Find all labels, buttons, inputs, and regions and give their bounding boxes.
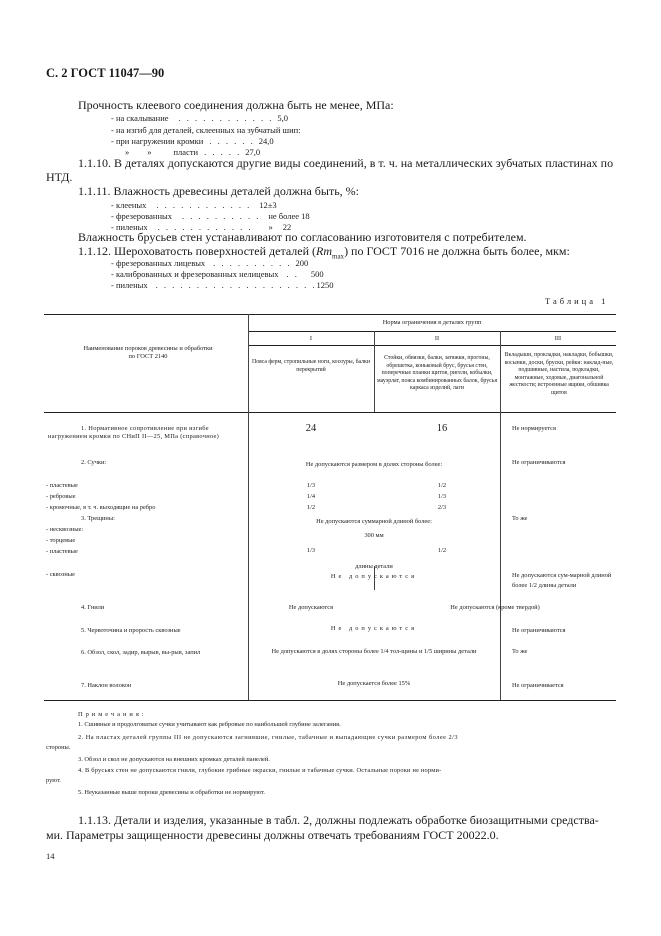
row-3b-name: - торцевые: [46, 537, 76, 544]
table-bottom-border: [44, 700, 616, 701]
row-2-span: Не допускаются размером в долях стороны более:: [305, 461, 443, 468]
row-6-group-iii: То же: [512, 648, 528, 655]
para-beams-moisture: Влажность брусьев стен устанавливают по согласованию изготовителя с потребителем.: [78, 230, 527, 244]
table-header-divider: [248, 331, 616, 332]
row-5-name: 5. Червоточина и прорость сквозные: [81, 627, 181, 634]
note-2-line2: стороны.: [46, 744, 71, 751]
row-5-group-iii: Не ограничиваются: [512, 627, 566, 634]
row-3c-group-i: 1/3: [306, 547, 316, 554]
group-desc-iii: Вкладыши, прокладки, накладки, бобышки, косынки, доски, бруски, рейки: наклад-ные, подшивные, настила, подкладки, монтажные, ходовые, диагональной жесткости; встроенные ящики, обшивка щитов: [504, 352, 614, 396]
roughness-item-3: - пиленых . . . . . . . . . . . . . . . . . . . .1250: [111, 280, 334, 290]
note-2-line1: 2. На пластах деталей группы III не допускаются загнившие, гнилые, табачные и выпадающие сучки размером более 2/3: [78, 734, 458, 741]
moisture-item-3: - пиленых . . . . . . . . . . . . » 22: [111, 222, 292, 232]
row-2a-name: - пластевые: [46, 482, 78, 489]
notes-title: Примечания:: [78, 711, 147, 718]
page-number: 14: [46, 851, 55, 861]
row-2b-name: - ребровые: [46, 493, 76, 500]
row-6-span: Не допускаются в долях стороны более 1/4 тол-щины и 1/5 ширины детали: [271, 648, 477, 655]
row-6-name: 6. Обзол, скол, задир, вырыв, вы-рыв, запил: [81, 649, 201, 656]
row-3a-name: - несквозные:: [46, 526, 84, 533]
row-3d-span: Не допускаются: [330, 573, 418, 580]
row-2-name: 2. Сучки:: [81, 459, 107, 466]
row-7-span: Не допускается более 15%: [337, 680, 411, 687]
row-2b-group-i: 1/4: [306, 493, 316, 500]
col-header-defects: Наименование пороков древесины и обработки по ГОСТ 2140: [83, 345, 213, 361]
table-top-border: [44, 314, 616, 315]
roughness-item-1: - фрезерованных лицевых . . . . . . . . . . 200: [111, 258, 309, 268]
row-2a-group-i: 1/3: [306, 482, 316, 489]
table-caption: Таблица 1: [545, 296, 609, 306]
row-1-group-i: 24: [305, 423, 317, 434]
row-2a-group-ii: 1/2: [437, 482, 447, 489]
strength-item-3: - при нагружении кромки . . . . . . 24,0: [111, 136, 274, 146]
note-3: 3. Обзол и скол не допускаются на внешних кромках деталей панелей.: [78, 756, 270, 763]
row-3-span: Не допускаются суммарной длиной более:: [316, 518, 432, 525]
row-4-name: 4. Гнили: [81, 604, 105, 611]
row-2b-group-ii: 1/3: [437, 493, 447, 500]
row-3b-span: 300 мм: [364, 532, 384, 539]
row-2c-group-ii: 2/3: [437, 504, 447, 511]
row-7-group-iii: Не ограничивается: [512, 682, 564, 689]
row-2c-name: - кромочные, в т. ч. выходящие на ребро: [46, 504, 156, 511]
row-1-group-ii: 16: [436, 423, 448, 434]
group-header-iii: III: [554, 335, 562, 342]
strength-title: Прочность клеевого соединения должна быть не менее, МПа:: [78, 98, 394, 112]
group-desc-ii: Стойки, обвязки, балки, затяжки, прогоны, обрешетка, коньковый брус, брусья стен, поперечные планки щитов, ригели, кобылки, мауэрлат, пояса комбинированных балок, брусья каркаса изделий, лаги: [377, 355, 497, 392]
row-3d-group-iii: Не допускаются сум-марной длиной более 1/2 длины детали: [512, 572, 612, 589]
table-col-divider-2: [500, 331, 501, 700]
strength-item-2: - на изгиб для деталей, склеенных на зубчатый шип:: [111, 125, 301, 135]
moisture-item-2: - фрезерованных . . . . . . . . . . не более 18: [111, 211, 310, 221]
para-1-1-11-title: 1.1.11. Влажность древесины деталей должна быть, %:: [78, 184, 359, 198]
strength-item-4: » » пласти . . . . . 27,0: [125, 147, 261, 157]
row-4-span: Не допускаются (кроме твердой): [450, 604, 540, 611]
group-desc-i: Пояса ферм, стропильные ноги, косоуры, балки перекрытий: [252, 359, 370, 373]
row-5-span: Не допускаются: [330, 625, 418, 632]
note-1: 1. Сшивные и продолговатые сучки учитывают как ребровые по наибольшей глубине залегания.: [78, 721, 341, 728]
row-4-group-i: Не допускаются: [288, 604, 334, 611]
roughness-item-2: - калиброванных и фрезерованных нелицевых . . 500: [111, 269, 324, 279]
row-7-name: 7. Наклон волокон: [81, 682, 132, 689]
group-header-i: I: [309, 335, 313, 342]
row-1-name: 1. Нормативное сопротивление при изгибе нагружением кромки по СНиП II—25, МПа (справочное): [48, 425, 220, 441]
note-4-line1: 4. В брусьях стен не допускаются гнили, глубокие грибные окраски, гнилые и табачные сучки. Остальные пороки не норми-: [78, 767, 442, 774]
para-1-1-10-line2: НТД.: [46, 170, 73, 184]
table-group-divider: [248, 345, 616, 346]
moisture-item-1: - клееных . . . . . . . . . . . . 12±3: [111, 200, 277, 210]
note-4-line2: руют.: [46, 777, 61, 784]
col-header-norm: Норма ограничения в деталях групп: [382, 319, 482, 326]
para-1-1-13-line2: ми. Параметры защищенности древесины должны отвечать требованиям ГОСТ 20022.0.: [46, 828, 499, 842]
row-3-name: 3. Трещины:: [81, 515, 115, 522]
row-3-group-iii: То же: [512, 515, 528, 522]
row-2-group-iii: Не ограничиваются: [512, 459, 566, 466]
row-3c-name: - пластевые: [46, 548, 78, 555]
row-1-group-iii: Не нормируется: [512, 425, 556, 432]
page-header: С. 2 ГОСТ 11047—90: [46, 66, 165, 80]
row-3c-span: длины детали: [355, 563, 393, 570]
table-header-bottom: [44, 412, 616, 413]
group-header-ii: II: [434, 335, 440, 342]
para-1-1-10-line1: 1.1.10. В деталях допускаются другие виды соединений, в т. ч. на металлических зубчатых пластинах по: [78, 156, 614, 170]
strength-item-1: - на скалывание . . . . . . . . . . . . 5,0: [111, 113, 289, 123]
para-1-1-12-title: 1.1.12. Шероховатость поверхностей деталей $(Rm_{max})$ по ГОСТ 7016 не должна быть более, мкм:: [78, 244, 570, 261]
row-3c-group-ii: 1/2: [437, 547, 447, 554]
row-3d-name: - сквозные: [46, 571, 75, 578]
note-5: 5. Неуказанные выше пороки древесины и обработки не нормируют.: [78, 789, 265, 796]
para-1-1-13-line1: 1.1.13. Детали и изделия, указанные в табл. 2, должны подлежать обработке биозащитными средства-: [78, 813, 599, 827]
row-2c-group-i: 1/2: [306, 504, 316, 511]
